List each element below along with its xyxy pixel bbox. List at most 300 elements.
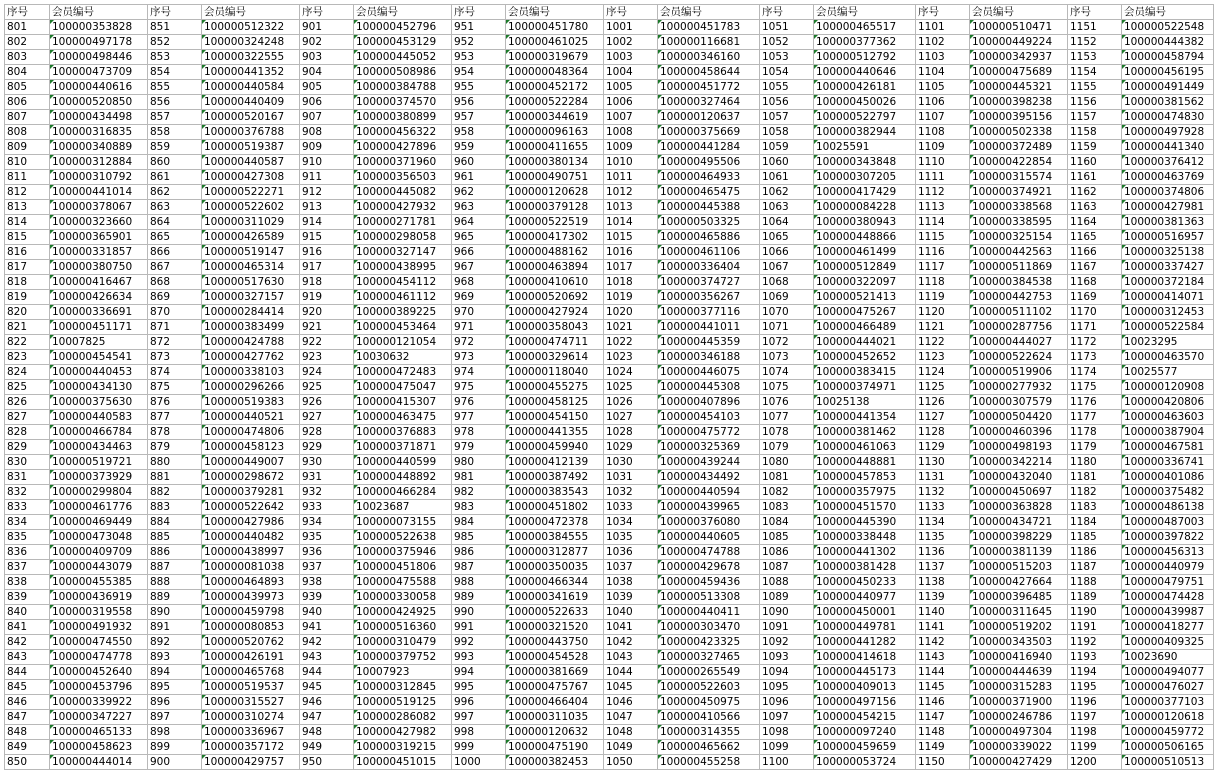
seq-cell[interactable]: 947: [300, 710, 354, 725]
seq-cell[interactable]: 1066: [760, 245, 814, 260]
seq-cell[interactable]: 1147: [916, 710, 970, 725]
seq-cell[interactable]: 908: [300, 125, 354, 140]
seq-cell[interactable]: 912: [300, 185, 354, 200]
seq-cell[interactable]: 1096: [760, 695, 814, 710]
seq-cell[interactable]: 808: [5, 125, 50, 140]
member-id-cell[interactable]: 100000398238: [970, 95, 1068, 110]
seq-cell[interactable]: 968: [452, 275, 506, 290]
seq-cell[interactable]: 1073: [760, 350, 814, 365]
seq-cell[interactable]: 870: [148, 305, 202, 320]
member-id-cell[interactable]: 100000520762: [202, 635, 300, 650]
seq-cell[interactable]: 1050: [604, 755, 658, 770]
member-id-cell[interactable]: 100000339922: [50, 695, 148, 710]
member-id-cell[interactable]: 100000330058: [354, 590, 452, 605]
seq-cell[interactable]: 999: [452, 740, 506, 755]
member-id-cell[interactable]: 100000522602: [202, 200, 300, 215]
seq-cell[interactable]: 904: [300, 65, 354, 80]
seq-cell[interactable]: 1006: [604, 95, 658, 110]
member-id-cell[interactable]: 100000452652: [814, 350, 916, 365]
seq-cell[interactable]: 1104: [916, 65, 970, 80]
member-id-cell[interactable]: 100000463894: [506, 260, 604, 275]
seq-cell[interactable]: 993: [452, 650, 506, 665]
member-id-cell[interactable]: 100000444639: [970, 665, 1068, 680]
member-id-cell[interactable]: 100000336967: [202, 725, 300, 740]
seq-cell[interactable]: 1185: [1068, 530, 1122, 545]
seq-cell[interactable]: 899: [148, 740, 202, 755]
seq-cell[interactable]: 1110: [916, 155, 970, 170]
member-id-cell[interactable]: 100000450026: [814, 95, 916, 110]
seq-cell[interactable]: 966: [452, 245, 506, 260]
member-id-cell[interactable]: 100000449007: [202, 455, 300, 470]
member-id-cell[interactable]: 100000510513: [1122, 755, 1214, 770]
seq-cell[interactable]: 923: [300, 350, 354, 365]
member-id-cell[interactable]: 100000454112: [354, 275, 452, 290]
member-id-cell[interactable]: 100000444027: [970, 335, 1068, 350]
member-id-cell[interactable]: 100000298058: [354, 230, 452, 245]
seq-cell[interactable]: 1088: [760, 575, 814, 590]
seq-cell[interactable]: 965: [452, 230, 506, 245]
seq-cell[interactable]: 1067: [760, 260, 814, 275]
seq-cell[interactable]: 877: [148, 410, 202, 425]
member-id-cell[interactable]: 100000423325: [658, 635, 760, 650]
seq-cell[interactable]: 1030: [604, 455, 658, 470]
header-member-id[interactable]: 会员编号: [658, 5, 760, 20]
seq-cell[interactable]: 1078: [760, 425, 814, 440]
seq-cell[interactable]: 900: [148, 755, 202, 770]
member-id-cell[interactable]: 100000440646: [814, 65, 916, 80]
member-id-cell[interactable]: 100000461776: [50, 500, 148, 515]
seq-cell[interactable]: 1144: [916, 665, 970, 680]
seq-cell[interactable]: 1004: [604, 65, 658, 80]
seq-cell[interactable]: 1108: [916, 125, 970, 140]
header-seq[interactable]: 序号: [916, 5, 970, 20]
seq-cell[interactable]: 1079: [760, 440, 814, 455]
header-seq[interactable]: 序号: [148, 5, 202, 20]
member-id-cell[interactable]: 100000357172: [202, 740, 300, 755]
member-id-cell[interactable]: 100000383415: [814, 365, 916, 380]
seq-cell[interactable]: 951: [452, 20, 506, 35]
member-id-cell[interactable]: 100000512322: [202, 20, 300, 35]
seq-cell[interactable]: 840: [5, 605, 50, 620]
member-id-cell[interactable]: 100000498446: [50, 50, 148, 65]
member-id-cell[interactable]: 100000441355: [506, 425, 604, 440]
seq-cell[interactable]: 1171: [1068, 320, 1122, 335]
member-id-cell[interactable]: 100000443750: [506, 635, 604, 650]
seq-cell[interactable]: 1034: [604, 515, 658, 530]
seq-cell[interactable]: 954: [452, 65, 506, 80]
seq-cell[interactable]: 837: [5, 560, 50, 575]
seq-cell[interactable]: 1046: [604, 695, 658, 710]
member-id-cell[interactable]: 100000375482: [1122, 485, 1214, 500]
member-id-cell[interactable]: 100000371871: [354, 440, 452, 455]
member-id-cell[interactable]: 100000474788: [658, 545, 760, 560]
member-id-cell[interactable]: 100000409013: [814, 680, 916, 695]
seq-cell[interactable]: 921: [300, 320, 354, 335]
member-id-cell[interactable]: 100000445173: [814, 665, 916, 680]
seq-cell[interactable]: 1074: [760, 365, 814, 380]
seq-cell[interactable]: 1189: [1068, 590, 1122, 605]
seq-cell[interactable]: 1098: [760, 725, 814, 740]
member-id-cell[interactable]: 100000371960: [354, 155, 452, 170]
member-id-cell[interactable]: 100000441302: [814, 545, 916, 560]
seq-cell[interactable]: 875: [148, 380, 202, 395]
member-id-cell[interactable]: 100000346188: [658, 350, 760, 365]
member-id-cell[interactable]: 100000118040: [506, 365, 604, 380]
member-id-cell[interactable]: 100000511869: [970, 260, 1068, 275]
seq-cell[interactable]: 1039: [604, 590, 658, 605]
seq-cell[interactable]: 857: [148, 110, 202, 125]
seq-cell[interactable]: 853: [148, 50, 202, 65]
member-id-cell[interactable]: 100000488162: [506, 245, 604, 260]
member-id-cell[interactable]: 100000494077: [1122, 665, 1214, 680]
member-id-cell[interactable]: 100000080853: [202, 620, 300, 635]
header-seq[interactable]: 序号: [604, 5, 658, 20]
member-id-cell[interactable]: 100000452796: [354, 20, 452, 35]
member-id-cell[interactable]: 100000376412: [1122, 155, 1214, 170]
seq-cell[interactable]: 939: [300, 590, 354, 605]
member-id-cell[interactable]: 100000311029: [202, 215, 300, 230]
member-id-cell[interactable]: 100000374570: [354, 95, 452, 110]
seq-cell[interactable]: 836: [5, 545, 50, 560]
seq-cell[interactable]: 866: [148, 245, 202, 260]
member-id-cell[interactable]: 100000120908: [1122, 380, 1214, 395]
seq-cell[interactable]: 918: [300, 275, 354, 290]
member-id-cell[interactable]: 100000427762: [202, 350, 300, 365]
seq-cell[interactable]: 810: [5, 155, 50, 170]
member-id-cell[interactable]: 100000451171: [50, 320, 148, 335]
member-id-cell[interactable]: 100000491932: [50, 620, 148, 635]
member-id-cell[interactable]: 100000475772: [658, 425, 760, 440]
member-id-cell[interactable]: 100000479751: [1122, 575, 1214, 590]
seq-cell[interactable]: 803: [5, 50, 50, 65]
member-id-cell[interactable]: 100000338568: [970, 200, 1068, 215]
member-id-cell[interactable]: 100000342214: [970, 455, 1068, 470]
member-id-cell[interactable]: 100000384538: [970, 275, 1068, 290]
seq-cell[interactable]: 1024: [604, 365, 658, 380]
seq-cell[interactable]: 989: [452, 590, 506, 605]
header-member-id[interactable]: 会员编号: [202, 5, 300, 20]
member-id-cell[interactable]: 100000520167: [202, 110, 300, 125]
seq-cell[interactable]: 884: [148, 515, 202, 530]
member-id-cell[interactable]: 100000522584: [1122, 320, 1214, 335]
member-id-cell[interactable]: 100000445390: [814, 515, 916, 530]
seq-cell[interactable]: 1123: [916, 350, 970, 365]
seq-cell[interactable]: 813: [5, 200, 50, 215]
member-id-cell[interactable]: 100000522638: [354, 530, 452, 545]
member-id-cell[interactable]: 100000396485: [970, 590, 1068, 605]
member-id-cell[interactable]: 100000420806: [1122, 395, 1214, 410]
member-id-cell[interactable]: 100000442563: [970, 245, 1068, 260]
seq-cell[interactable]: 869: [148, 290, 202, 305]
seq-cell[interactable]: 1125: [916, 380, 970, 395]
seq-cell[interactable]: 1111: [916, 170, 970, 185]
member-id-cell[interactable]: 100000372184: [1122, 275, 1214, 290]
member-id-cell[interactable]: 100000461025: [506, 35, 604, 50]
member-id-cell[interactable]: 100000265549: [658, 665, 760, 680]
member-id-cell[interactable]: 100000375946: [354, 545, 452, 560]
member-id-cell[interactable]: 100000377362: [814, 35, 916, 50]
member-id-cell[interactable]: 100000418277: [1122, 620, 1214, 635]
member-id-cell[interactable]: 100000448892: [354, 470, 452, 485]
seq-cell[interactable]: 992: [452, 635, 506, 650]
seq-cell[interactable]: 844: [5, 665, 50, 680]
seq-cell[interactable]: 906: [300, 95, 354, 110]
member-id-cell[interactable]: 100000378067: [50, 200, 148, 215]
member-id-cell[interactable]: 100000508986: [354, 65, 452, 80]
member-id-cell[interactable]: 100000322097: [814, 275, 916, 290]
seq-cell[interactable]: 1051: [760, 20, 814, 35]
seq-cell[interactable]: 817: [5, 260, 50, 275]
seq-cell[interactable]: 1058: [760, 125, 814, 140]
member-id-cell[interactable]: 100000287756: [970, 320, 1068, 335]
seq-cell[interactable]: 961: [452, 170, 506, 185]
member-id-cell[interactable]: 100000424788: [202, 335, 300, 350]
seq-cell[interactable]: 957: [452, 110, 506, 125]
member-id-cell[interactable]: 100000439973: [202, 590, 300, 605]
member-id-cell[interactable]: 100000427981: [1122, 200, 1214, 215]
seq-cell[interactable]: 1090: [760, 605, 814, 620]
member-id-cell[interactable]: 100000096163: [506, 125, 604, 140]
seq-cell[interactable]: 1070: [760, 305, 814, 320]
member-id-cell[interactable]: 100000474778: [50, 650, 148, 665]
seq-cell[interactable]: 1040: [604, 605, 658, 620]
member-id-cell[interactable]: 100000427924: [506, 305, 604, 320]
member-id-cell[interactable]: 100000455275: [506, 380, 604, 395]
member-id-cell[interactable]: 100000374806: [1122, 185, 1214, 200]
member-id-cell[interactable]: 100000321520: [506, 620, 604, 635]
seq-cell[interactable]: 843: [5, 650, 50, 665]
member-id-cell[interactable]: 100000271781: [354, 215, 452, 230]
member-id-cell[interactable]: 100000380943: [814, 215, 916, 230]
seq-cell[interactable]: 1143: [916, 650, 970, 665]
member-id-cell[interactable]: 100000451783: [658, 20, 760, 35]
seq-cell[interactable]: 1167: [1068, 260, 1122, 275]
member-id-cell[interactable]: 100000434721: [970, 515, 1068, 530]
member-id-cell[interactable]: 100000407896: [658, 395, 760, 410]
member-id-cell[interactable]: 100000374921: [970, 185, 1068, 200]
member-id-cell[interactable]: 100000490751: [506, 170, 604, 185]
seq-cell[interactable]: 1124: [916, 365, 970, 380]
seq-cell[interactable]: 887: [148, 560, 202, 575]
member-id-cell[interactable]: 100000434498: [50, 110, 148, 125]
member-id-cell[interactable]: 100000473709: [50, 65, 148, 80]
seq-cell[interactable]: 944: [300, 665, 354, 680]
seq-cell[interactable]: 872: [148, 335, 202, 350]
seq-cell[interactable]: 1179: [1068, 440, 1122, 455]
seq-cell[interactable]: 1071: [760, 320, 814, 335]
seq-cell[interactable]: 1126: [916, 395, 970, 410]
member-id-cell[interactable]: 100000343503: [970, 635, 1068, 650]
seq-cell[interactable]: 988: [452, 575, 506, 590]
member-id-cell[interactable]: 100000475588: [354, 575, 452, 590]
seq-cell[interactable]: 1199: [1068, 740, 1122, 755]
seq-cell[interactable]: 825: [5, 380, 50, 395]
member-id-cell[interactable]: 100000467581: [1122, 440, 1214, 455]
seq-cell[interactable]: 1068: [760, 275, 814, 290]
member-id-cell[interactable]: 100000458644: [658, 65, 760, 80]
seq-cell[interactable]: 943: [300, 650, 354, 665]
member-id-cell[interactable]: 100000452172: [506, 80, 604, 95]
member-id-cell[interactable]: 100000522271: [202, 185, 300, 200]
seq-cell[interactable]: 1062: [760, 185, 814, 200]
seq-cell[interactable]: 933: [300, 500, 354, 515]
seq-cell[interactable]: 1194: [1068, 665, 1122, 680]
member-id-cell[interactable]: 100000376788: [202, 125, 300, 140]
seq-cell[interactable]: 1140: [916, 605, 970, 620]
seq-cell[interactable]: 878: [148, 425, 202, 440]
seq-cell[interactable]: 811: [5, 170, 50, 185]
member-id-cell[interactable]: 100000336691: [50, 305, 148, 320]
seq-cell[interactable]: 886: [148, 545, 202, 560]
member-id-cell[interactable]: 100000466489: [814, 320, 916, 335]
seq-cell[interactable]: 1182: [1068, 485, 1122, 500]
seq-cell[interactable]: 916: [300, 245, 354, 260]
member-id-cell[interactable]: 100000416940: [970, 650, 1068, 665]
seq-cell[interactable]: 859: [148, 140, 202, 155]
member-id-cell[interactable]: 100000454150: [506, 410, 604, 425]
seq-cell[interactable]: 971: [452, 320, 506, 335]
member-id-cell[interactable]: 100000371900: [970, 695, 1068, 710]
seq-cell[interactable]: 1145: [916, 680, 970, 695]
member-id-cell[interactable]: 100000502338: [970, 125, 1068, 140]
member-id-cell[interactable]: 100000327464: [658, 95, 760, 110]
member-id-cell[interactable]: 100000381562: [1122, 95, 1214, 110]
member-id-cell[interactable]: 100000521413: [814, 290, 916, 305]
seq-cell[interactable]: 905: [300, 80, 354, 95]
member-id-cell[interactable]: 100000516360: [354, 620, 452, 635]
member-id-cell[interactable]: 100000440616: [50, 80, 148, 95]
seq-cell[interactable]: 997: [452, 710, 506, 725]
member-id-cell[interactable]: 100000299804: [50, 485, 148, 500]
member-id-cell[interactable]: 100000410610: [506, 275, 604, 290]
member-id-cell[interactable]: 100000417302: [506, 230, 604, 245]
seq-cell[interactable]: 936: [300, 545, 354, 560]
member-id-cell[interactable]: 100000427664: [970, 575, 1068, 590]
member-id-cell[interactable]: 100000459940: [506, 440, 604, 455]
seq-cell[interactable]: 937: [300, 560, 354, 575]
seq-cell[interactable]: 956: [452, 95, 506, 110]
member-id-cell[interactable]: 100000374971: [814, 380, 916, 395]
seq-cell[interactable]: 1019: [604, 290, 658, 305]
member-id-cell[interactable]: 100000336404: [658, 260, 760, 275]
seq-cell[interactable]: 864: [148, 215, 202, 230]
seq-cell[interactable]: 909: [300, 140, 354, 155]
seq-cell[interactable]: 1085: [760, 530, 814, 545]
seq-cell[interactable]: 1076: [760, 395, 814, 410]
seq-cell[interactable]: 1180: [1068, 455, 1122, 470]
member-id-cell[interactable]: 10007923: [354, 665, 452, 680]
seq-cell[interactable]: 967: [452, 260, 506, 275]
member-id-cell[interactable]: 100000424925: [354, 605, 452, 620]
member-id-cell[interactable]: 100000440453: [50, 365, 148, 380]
seq-cell[interactable]: 1089: [760, 590, 814, 605]
member-id-cell[interactable]: 100000398229: [970, 530, 1068, 545]
member-id-cell[interactable]: 100000427986: [202, 515, 300, 530]
seq-cell[interactable]: 970: [452, 305, 506, 320]
seq-cell[interactable]: 941: [300, 620, 354, 635]
member-id-cell[interactable]: 100000445359: [658, 335, 760, 350]
seq-cell[interactable]: 994: [452, 665, 506, 680]
seq-cell[interactable]: 822: [5, 335, 50, 350]
member-id-cell[interactable]: 100000310274: [202, 710, 300, 725]
seq-cell[interactable]: 910: [300, 155, 354, 170]
member-id-cell[interactable]: 100000440583: [50, 410, 148, 425]
member-id-cell[interactable]: 100000343848: [814, 155, 916, 170]
member-id-cell[interactable]: 100000311645: [970, 605, 1068, 620]
seq-cell[interactable]: 1023: [604, 350, 658, 365]
seq-cell[interactable]: 874: [148, 365, 202, 380]
member-id-cell[interactable]: 100000446075: [658, 365, 760, 380]
seq-cell[interactable]: 1049: [604, 740, 658, 755]
seq-cell[interactable]: 973: [452, 350, 506, 365]
member-id-cell[interactable]: 100000450975: [658, 695, 760, 710]
member-id-cell[interactable]: 100000426191: [202, 650, 300, 665]
member-id-cell[interactable]: 100000458794: [1122, 50, 1214, 65]
seq-cell[interactable]: 1193: [1068, 650, 1122, 665]
member-id-cell[interactable]: 100000327157: [202, 290, 300, 305]
seq-cell[interactable]: 883: [148, 500, 202, 515]
member-id-cell[interactable]: 100000298672: [202, 470, 300, 485]
seq-cell[interactable]: 1036: [604, 545, 658, 560]
member-id-cell[interactable]: 100000327465: [658, 650, 760, 665]
member-id-cell[interactable]: 100000073155: [354, 515, 452, 530]
seq-cell[interactable]: 915: [300, 230, 354, 245]
member-id-cell[interactable]: 100000322555: [202, 50, 300, 65]
member-id-cell[interactable]: 100000381428: [814, 560, 916, 575]
member-id-cell[interactable]: 10025591: [814, 140, 916, 155]
member-id-cell[interactable]: 100000519202: [970, 620, 1068, 635]
seq-cell[interactable]: 888: [148, 575, 202, 590]
seq-cell[interactable]: 1135: [916, 530, 970, 545]
seq-cell[interactable]: 828: [5, 425, 50, 440]
member-id-cell[interactable]: 100000516957: [1122, 230, 1214, 245]
member-id-cell[interactable]: 100000120628: [506, 185, 604, 200]
member-id-cell[interactable]: 100000338103: [202, 365, 300, 380]
member-id-cell[interactable]: 100000451780: [506, 20, 604, 35]
seq-cell[interactable]: 1059: [760, 140, 814, 155]
member-id-cell[interactable]: 100000440594: [658, 485, 760, 500]
member-id-cell[interactable]: 100000379281: [202, 485, 300, 500]
member-id-cell[interactable]: 100000286082: [354, 710, 452, 725]
seq-cell[interactable]: 1086: [760, 545, 814, 560]
member-id-cell[interactable]: 100000356503: [354, 170, 452, 185]
member-id-cell[interactable]: 100000475267: [814, 305, 916, 320]
member-id-cell[interactable]: 100000338448: [814, 530, 916, 545]
seq-cell[interactable]: 974: [452, 365, 506, 380]
member-id-cell[interactable]: 100000473048: [50, 530, 148, 545]
seq-cell[interactable]: 1154: [1068, 65, 1122, 80]
seq-cell[interactable]: 1192: [1068, 635, 1122, 650]
member-id-cell[interactable]: 100000380899: [354, 110, 452, 125]
seq-cell[interactable]: 1095: [760, 680, 814, 695]
seq-cell[interactable]: 1116: [916, 245, 970, 260]
member-id-cell[interactable]: 100000411655: [506, 140, 604, 155]
seq-cell[interactable]: 890: [148, 605, 202, 620]
member-id-cell[interactable]: 100000397822: [1122, 530, 1214, 545]
member-id-cell[interactable]: 100000444382: [1122, 35, 1214, 50]
member-id-cell[interactable]: 100000464893: [202, 575, 300, 590]
seq-cell[interactable]: 931: [300, 470, 354, 485]
seq-cell[interactable]: 1097: [760, 710, 814, 725]
seq-cell[interactable]: 824: [5, 365, 50, 380]
member-id-cell[interactable]: 100000474830: [1122, 110, 1214, 125]
seq-cell[interactable]: 1020: [604, 305, 658, 320]
member-id-cell[interactable]: 100000498193: [970, 440, 1068, 455]
seq-cell[interactable]: 1077: [760, 410, 814, 425]
member-id-cell[interactable]: 100000084228: [814, 200, 916, 215]
member-id-cell[interactable]: 100000449224: [970, 35, 1068, 50]
member-id-cell[interactable]: 100000460396: [970, 425, 1068, 440]
